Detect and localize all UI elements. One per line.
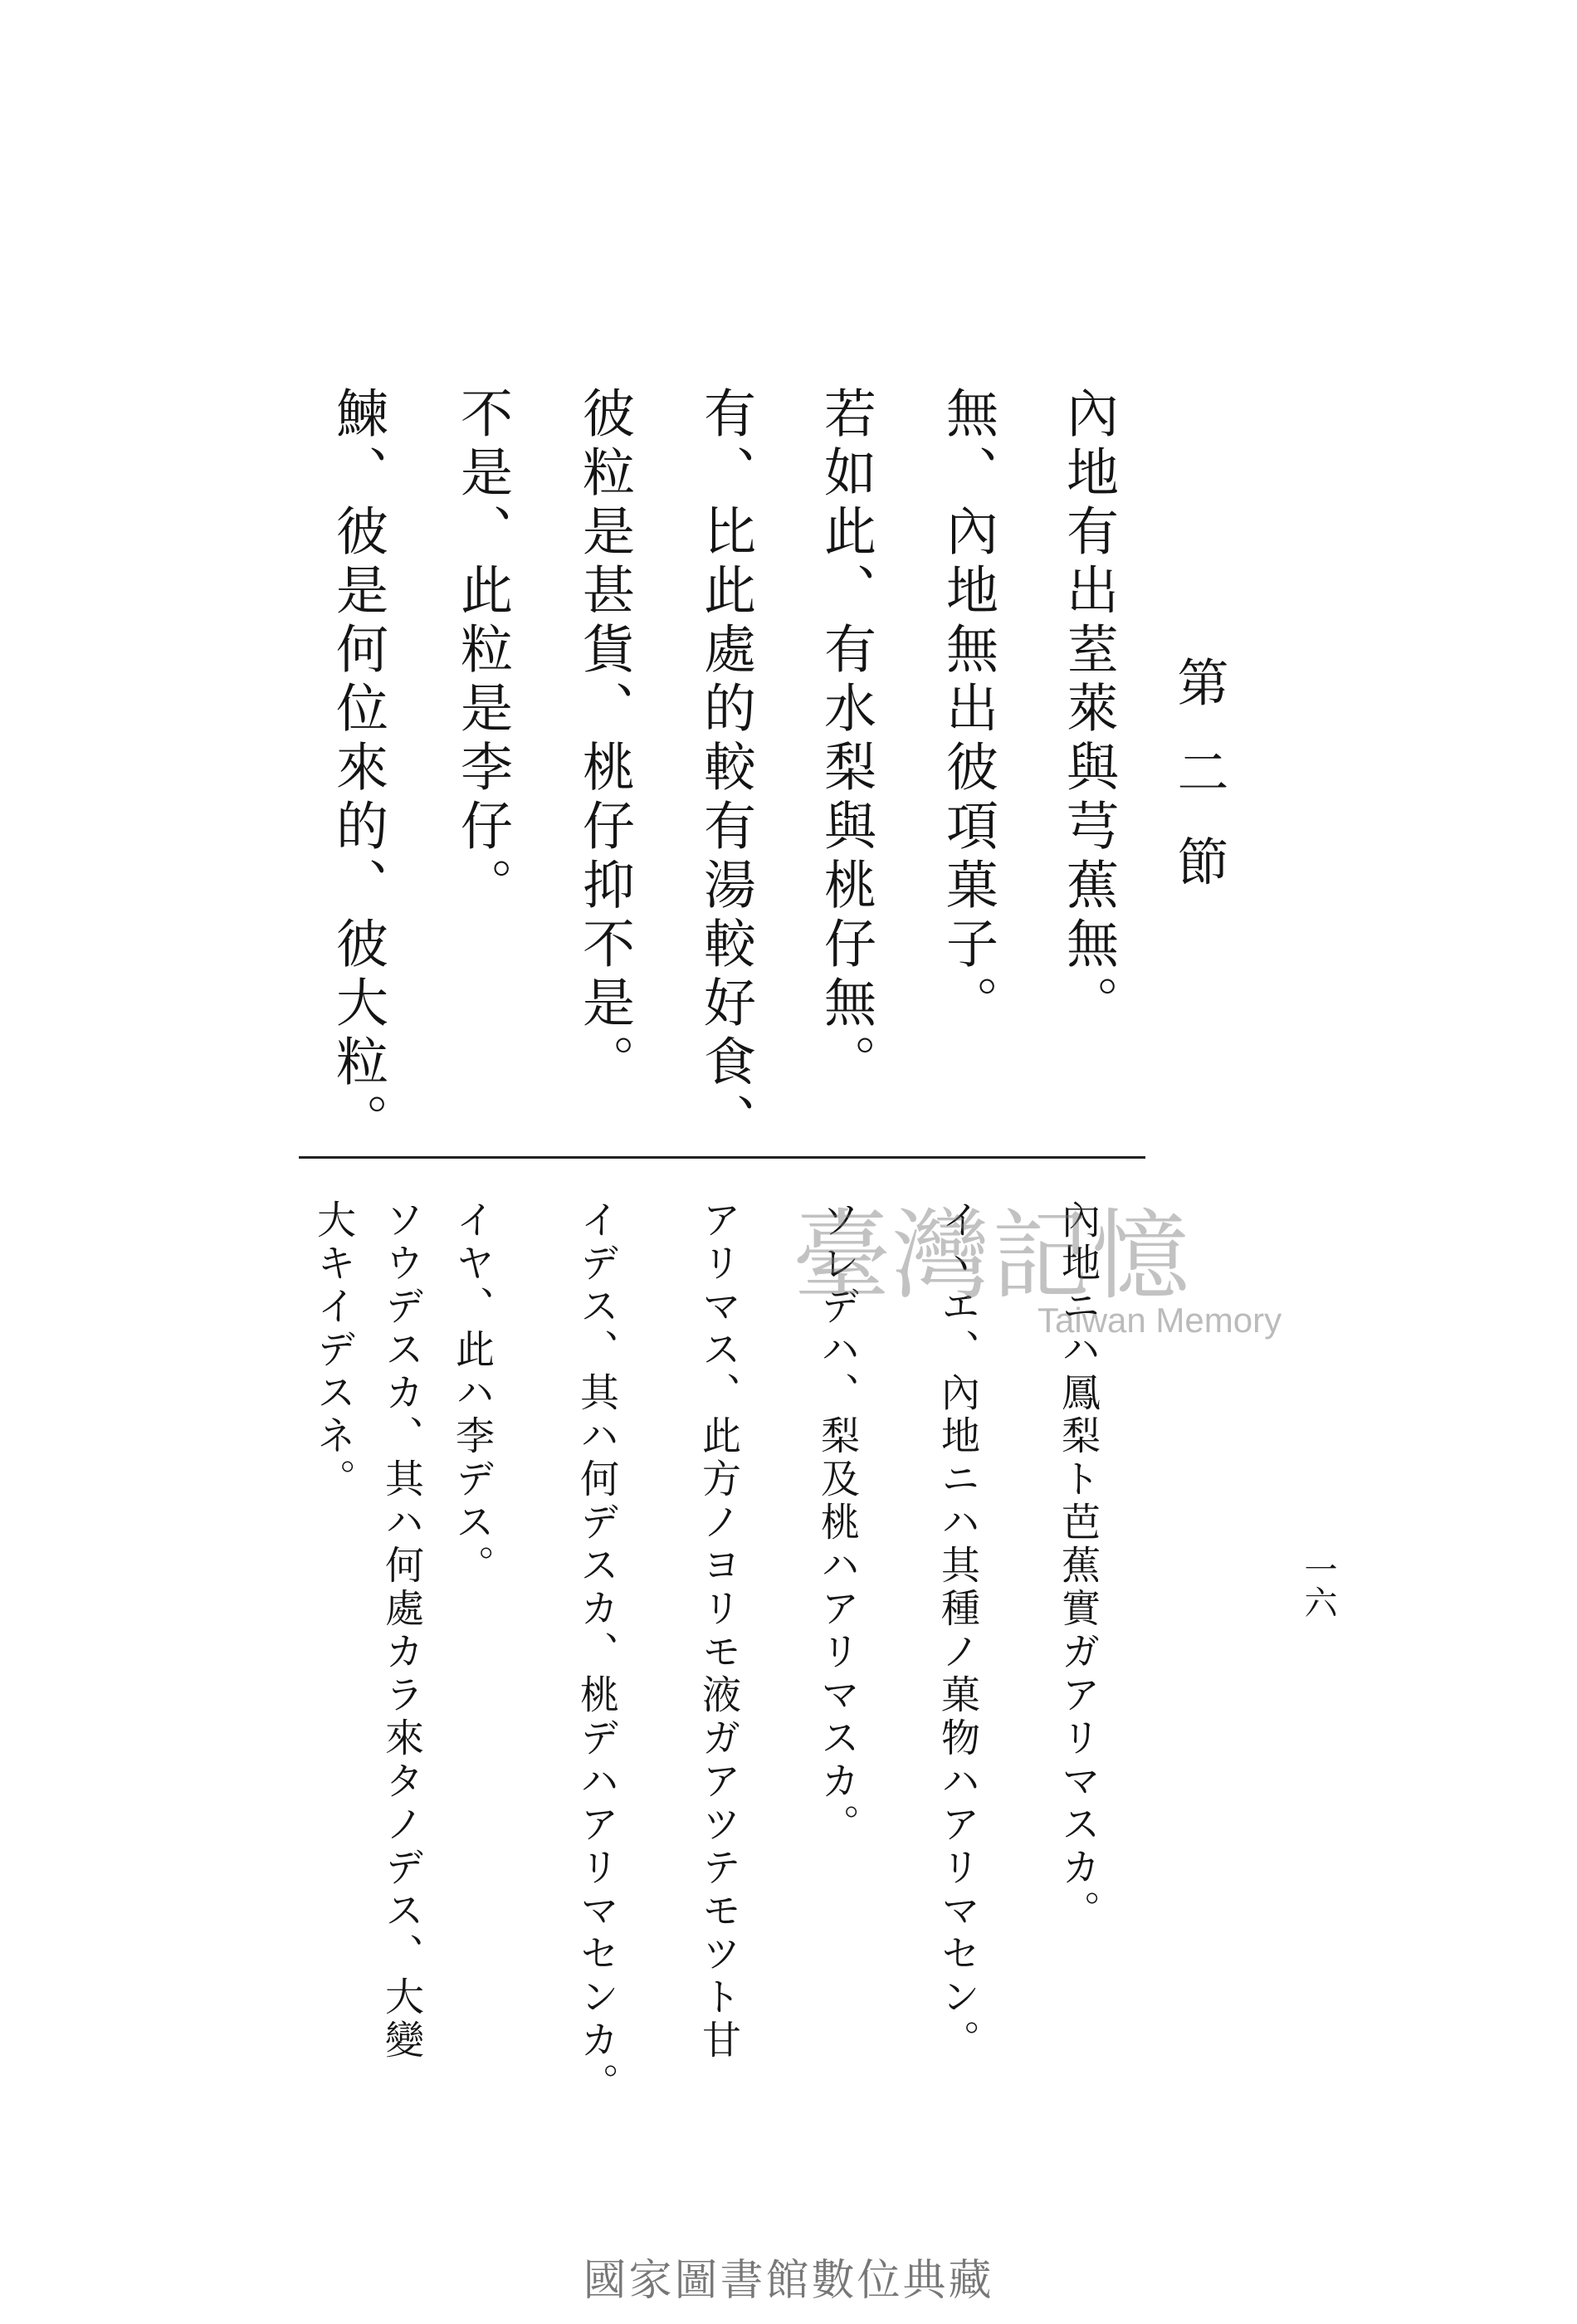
japanese-line-1: 內地ニハ鳳梨ト芭蕉實ガアリマスカ。 [1055,1199,1101,1933]
japanese-line-4: アリマス、此方ノヨリモ液ガアツテモツト甘 [696,1199,741,2063]
library-stamp: 國家圖書館數位典藏 [583,2256,994,2306]
watermark-logo: 臺灣記憶 [793,1199,1192,1313]
taiwanese-line-7: 鰊、彼是何位來的、彼大粒。 [328,386,388,1152]
taiwanese-line-6: 不是、此粒是李仔。 [452,386,513,916]
taiwanese-line-3: 若如此、有水梨與桃仔無。 [816,386,876,1093]
taiwanese-line-2: 無、內地無出彼項菓子。 [938,386,998,1034]
japanese-line-7: ソウデスカ、其ハ何處カラ來タノデス、大變 [378,1199,424,2063]
japanese-line-3: ソレデハ、梨及桃ハアリマスカ。 [814,1199,860,1847]
japanese-line-6: イヤ、此ハ李デス。 [449,1199,495,1588]
japanese-line-2: イヽエ、內地ニハ其種ノ菓物ハアリマセン。 [935,1199,980,2063]
watermark-subtitle: Taiwan Memory [1038,1301,1282,1340]
japanese-line-8: 大キイデスネ。 [310,1199,356,1501]
section-divider [299,1156,1145,1159]
page-number: 一六 [1299,1552,1337,1618]
taiwanese-line-1: 內地有出荎萊與芎蕉無。 [1058,386,1119,1034]
section-title: 第二節 [1169,656,1229,925]
japanese-line-5: イデス、其ハ何デスカ、桃デハアリマセンカ。 [574,1199,619,2106]
taiwanese-line-4: 有、比此處的較有湯較好食、 [696,386,756,1152]
taiwanese-line-5: 彼粒是甚貨、桃仔抑不是。 [574,386,635,1093]
